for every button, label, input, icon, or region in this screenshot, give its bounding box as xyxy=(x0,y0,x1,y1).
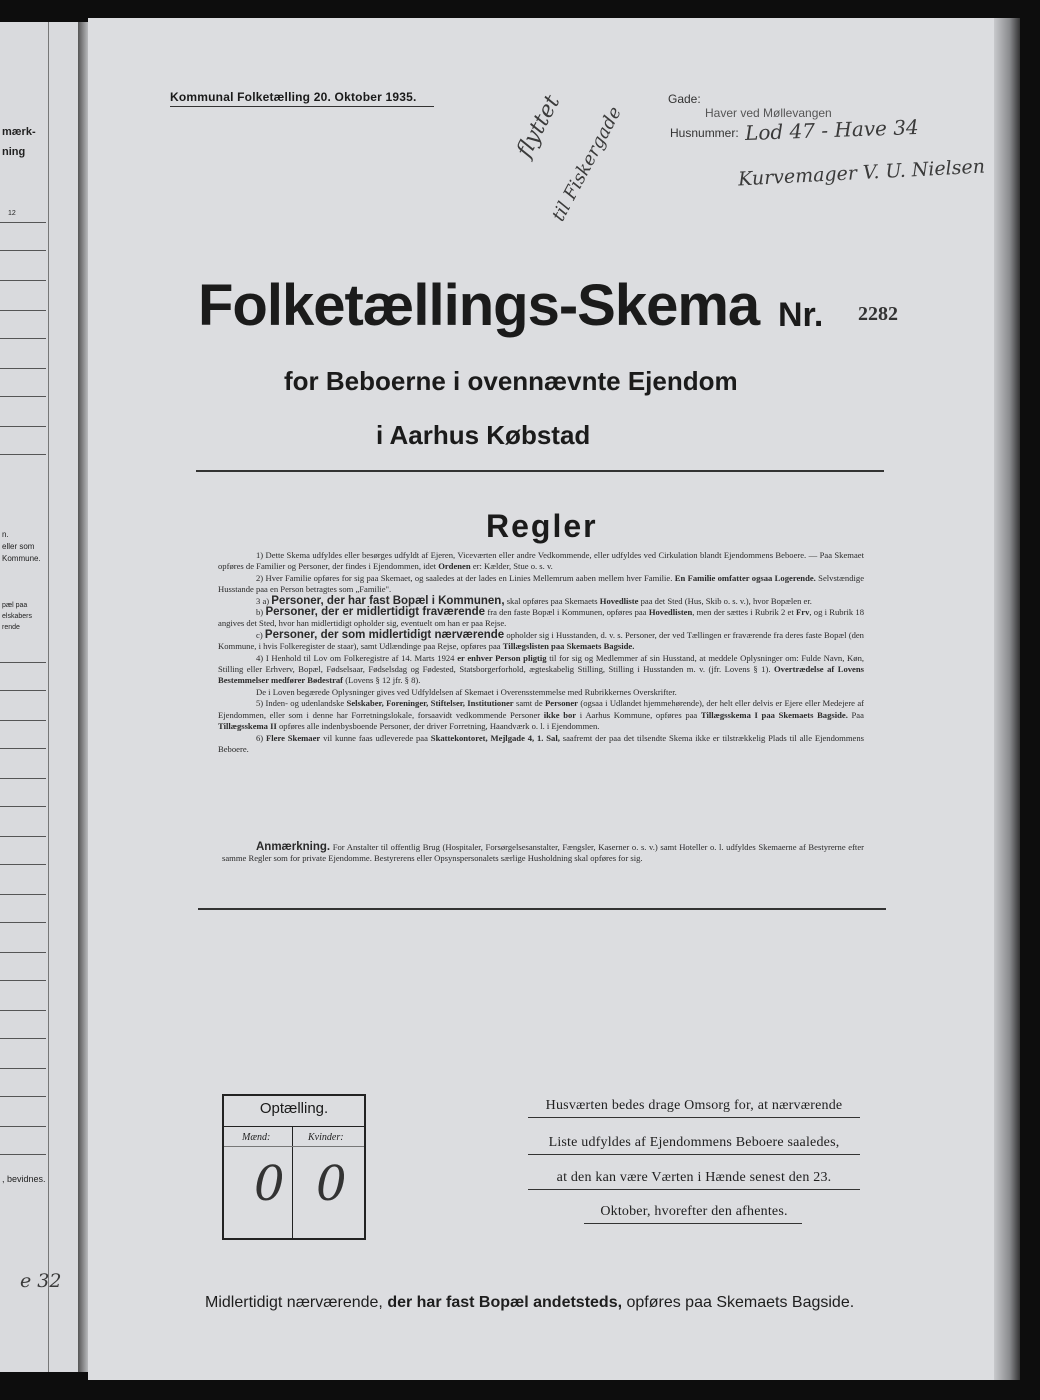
left-page-label: 12 xyxy=(8,210,16,217)
left-page-line xyxy=(0,310,46,311)
book-gutter xyxy=(78,22,88,1372)
left-page-handwriting: e 32 xyxy=(20,1270,62,1292)
rule-5: 5) Inden- og udenlandske Selskaber, Foreninger, Stiftelser, Institutioner samt de Personer (ogsaa i Udlandet hjemmehørende), der helt eller delvis er Ejere eller Medejere af Ejendommen, eller som i denne har Forretningslokale, forsaavidt vedkommende Personer ikke bor i Aarhus Kommune, opføres paa Tillægsskema I paa Skemaets Bagside. Paa Tillægsskema II opføres alle indenbysboende Personer, der driver Forretning, Haandværk o. l. i Ejendommen. xyxy=(218,698,865,732)
left-page-label: ning xyxy=(2,146,26,158)
left-page-line xyxy=(0,396,46,397)
divider xyxy=(196,470,884,472)
left-page-line xyxy=(0,426,46,427)
left-page-label: mærk- xyxy=(2,126,36,138)
left-facing-page xyxy=(0,22,80,1372)
footer-note: Midlertidigt nærværende, der har fast Bopæl andetsteds, opføres paa Skemaets Bagside. xyxy=(205,1294,855,1311)
men-label: Mænd: xyxy=(242,1132,271,1143)
left-page-line xyxy=(0,952,46,953)
notice-line-1: Husværten bedes drage Omsorg for, at nærværende xyxy=(545,1098,843,1113)
left-page-line xyxy=(0,748,46,749)
women-count-handwritten: 0 xyxy=(316,1156,347,1212)
left-page-line xyxy=(0,980,46,981)
left-page-line xyxy=(0,720,46,721)
owner-handwritten: Kurvemager V. U. Nielsen xyxy=(737,155,986,191)
rules-heading: Regler xyxy=(486,508,598,544)
women-label: Kvinder: xyxy=(308,1132,344,1143)
form-subtitle-city: i Aarhus Købstad xyxy=(376,420,591,450)
husnummer-label: Husnummer: xyxy=(670,126,739,140)
rule-4-extra: De i Loven begærede Oplysninger gives ved Udfyldelsen af Skemaet i Overensstemmelse med Rubrikkernes Overskrifter. xyxy=(256,686,677,697)
left-page-label: n. xyxy=(2,530,9,539)
left-page-line xyxy=(0,894,46,895)
husnummer-handwritten: Lod 47 - Have 34 xyxy=(744,114,920,146)
left-page-line xyxy=(0,806,46,807)
census-header-title: Kommunal Folketælling 20. Oktober 1935. xyxy=(170,90,417,104)
left-page-line xyxy=(0,662,46,663)
men-count-handwritten: 0 xyxy=(254,1156,285,1212)
annotation-section xyxy=(222,842,864,865)
left-page-vertical-rule xyxy=(48,22,49,1372)
gade-label: Gade: xyxy=(668,92,701,106)
divider-lower xyxy=(198,908,886,910)
count-box-column-divider xyxy=(292,1126,293,1238)
left-page-line xyxy=(0,1154,46,1155)
rules-section xyxy=(218,550,864,755)
left-page-line xyxy=(0,836,46,837)
header-underline xyxy=(170,106,434,107)
rule-3c: c) Personer, der som midlertidigt nærværende opholder sig i Husstanden, d. v. s. Personer, der ved Tællingen er fraværende fra deres faste Bopæl (den Kommune, i hvis Folkeregister de staar), samt Udlændinge paa Rejse, opføres paa Tillægslisten paa Skemaets Bagside. xyxy=(218,628,864,652)
left-page-label: , bevidnes. xyxy=(2,1174,46,1184)
count-box-subdivider xyxy=(224,1146,364,1147)
left-page-line xyxy=(0,222,46,223)
rule-3b: b) Personer, der er midlertidigt fraværende fra den faste Bopæl i Kommunen, opføres paa Hovedlisten, men der sættes i Rubrik 2 et Frv, og i Rubrik 18 angives det Sted, hvor han midlertidigt opholder sig, eventuelt om han er paa Rejse. xyxy=(218,606,865,629)
notice-underline xyxy=(528,1189,860,1190)
left-page-line xyxy=(0,1010,46,1011)
count-box-title: Optælling. xyxy=(259,1100,329,1117)
form-title: Folketællings-Skema xyxy=(198,273,760,338)
left-page-label: elskabers xyxy=(2,613,32,620)
left-page-label: rende xyxy=(2,624,20,631)
notice-line-3: at den kan være Værten i Hænde senest den 23. xyxy=(556,1170,832,1185)
form-subtitle: for Beboerne i ovennævnte Ejendom xyxy=(284,366,738,396)
count-box xyxy=(222,1094,366,1240)
moved-note-handwritten: flyttet xyxy=(512,91,566,162)
left-page-line xyxy=(0,1126,46,1127)
notice-underline xyxy=(528,1117,860,1118)
moved-note-handwritten-2: til Fiskergade xyxy=(548,103,626,225)
left-page-line xyxy=(0,778,46,779)
left-page-line xyxy=(0,1096,46,1097)
left-page-line xyxy=(0,1038,46,1039)
form-nr-label: Nr. xyxy=(778,296,824,334)
rule-4: 4) I Henhold til Lov om Folkeregistre af 14. Marts 1924 er enhver Person pligtig til for sig og Medlemmer af sin Husstand, at meddele Oplysninger om: Fulde Navn, Køn, Stilling eller Erhverv, Bopæl, Fødselsaar, Fødselsdag og Fødested, Statsborgerforhold, ægteskabelig Stilling, Stilling i Husstanden m. v. (jfr. Lovens § 1). Overtrædelse af Lovens Bestemmelser medfører Bødestraf (Lovens § 12 jfr. § 8). xyxy=(218,652,865,686)
left-page-line xyxy=(0,338,46,339)
notice-underline xyxy=(584,1223,802,1224)
left-page-line xyxy=(0,1068,46,1069)
gade-value: Haver ved Møllevangen xyxy=(705,106,832,120)
left-page-line xyxy=(0,922,46,923)
rule-1: 1) Dette Skema udfyldes eller besørges udfyldt af Ejeren, Viceværten eller andre Vedkommende, eller udfyldes ved Cirkulation blandt Ejendommens Beboere. — Paa Skemaet opføres de Familier og Personer, der findes i Ejendommen, idet Ordenen er: Kælder, Stue o. s. v. xyxy=(218,550,864,572)
left-page-line xyxy=(0,368,46,369)
left-page-line xyxy=(0,454,46,455)
notice-underline xyxy=(528,1154,860,1155)
notice-line-2: Liste udfyldes af Ejendommens Beboere saaledes, xyxy=(548,1135,840,1150)
annotation-title: Anmærkning. xyxy=(256,841,331,853)
rule-6: 6) Flere Skemaer vil kunne faas udleverede paa Skattekontoret, Mejlgade 4, 1. Sal, saafremt der paa det tilsendte Skema ikke er tilstrækkelig Plads til alle Ejendommens Beboere. xyxy=(218,732,865,754)
left-page-label: eller som xyxy=(2,542,35,551)
left-page-line xyxy=(0,690,46,691)
left-page-line xyxy=(0,864,46,865)
rule-2: 2) Hver Familie opføres for sig paa Skemaet, og saaledes at der lades en Linies Mellemrum aaben mellem hver Familie. En Familie omfatter ogsaa Logerende. Selvstændige Husstande paa en Person betragtes som „Familie". xyxy=(218,572,865,595)
annotation-text: For Anstalter til offentlig Brug (Hospitaler, Forsørgelsesanstalter, Fængsler, Kaserner o. s. v.) samt Hoteller o. l. udfyldes Skemaerne af Bestyrerne efter samme Regler som for private Ejendomme. Bestyrerens eller Opsynspersonalets særlige Husholdning skal opføres for sig. xyxy=(222,842,864,864)
page-edge xyxy=(994,18,1020,1380)
left-page-label: pæl paa xyxy=(2,602,28,609)
notice-line-4: Oktober, hvorefter den afhentes. xyxy=(600,1204,788,1219)
form-number: 2282 xyxy=(858,303,898,325)
left-page-label: Kommune. xyxy=(2,554,41,563)
left-page-line xyxy=(0,280,46,281)
count-box-divider xyxy=(224,1126,364,1127)
rule-3a: 3 a) Personer, der har fast Bopæl i Kommunen, skal opføres paa Skemaets Hovedliste paa det Sted (Hus, Skib o. s. v.), hvor Bopælen er. xyxy=(256,594,812,607)
left-page-line xyxy=(0,250,46,251)
